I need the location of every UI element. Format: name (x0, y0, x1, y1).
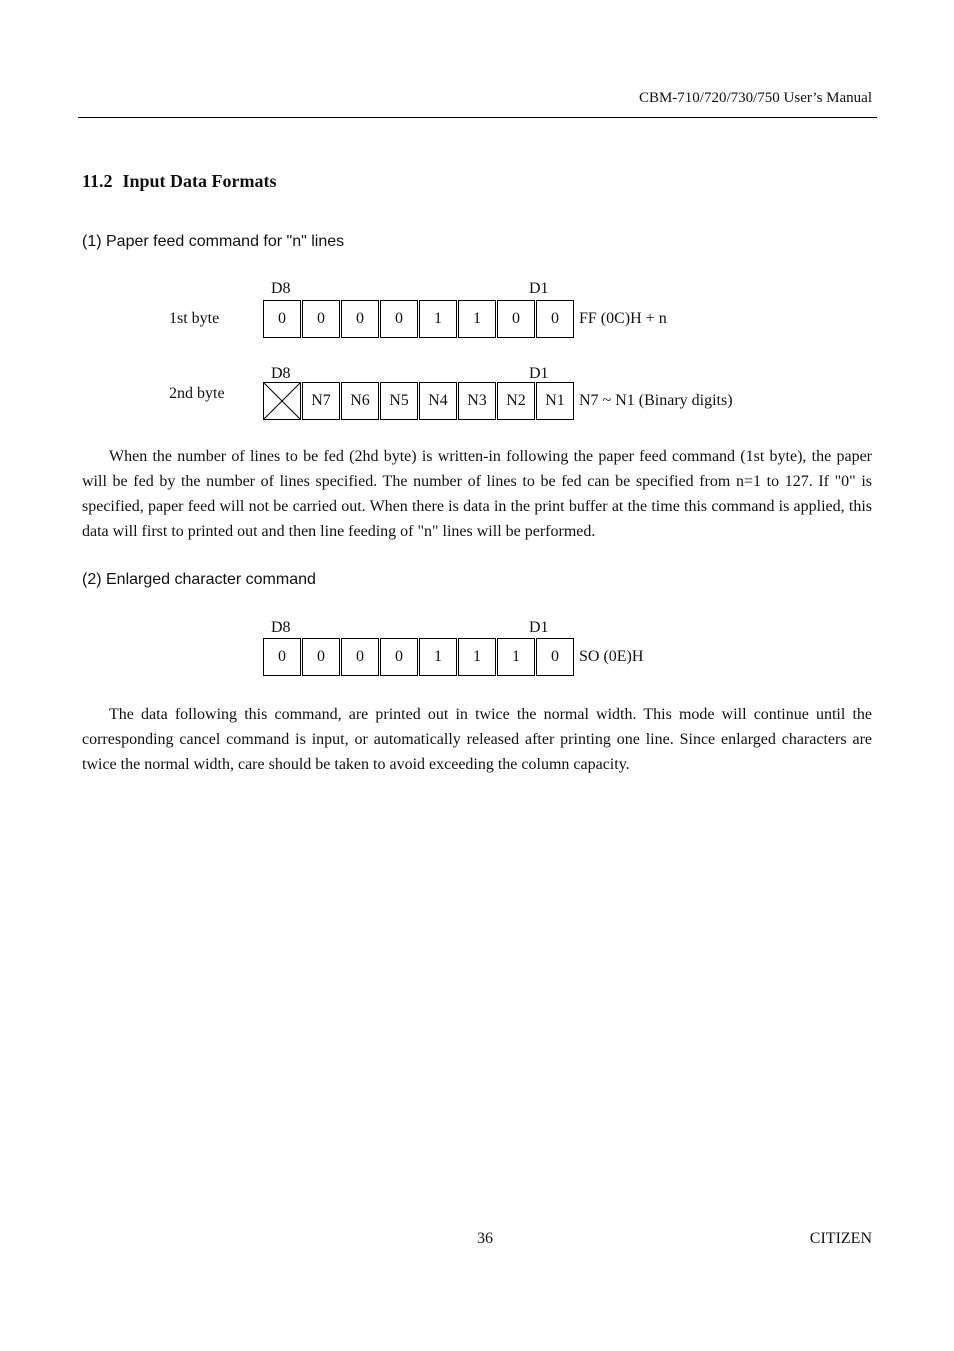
d8-label: D8 (271, 619, 291, 636)
bit-cell: 0 (263, 638, 301, 676)
second-byte-bits (263, 382, 574, 420)
d8-label: D8 (271, 365, 291, 382)
bit-cell: N4 (419, 382, 457, 420)
bit-cell: 0 (380, 300, 418, 338)
d1-label: D1 (529, 280, 549, 297)
bit-cell: 1 (419, 638, 457, 676)
cross-mark-icon (264, 383, 300, 419)
bit-cell: 0 (536, 300, 574, 338)
second-byte-description: N7 ~ N1 (Binary digits) (579, 392, 733, 409)
bit-cell: 0 (341, 300, 379, 338)
second-byte-label: 2nd byte (169, 385, 225, 402)
bit-cell: N7 (302, 382, 340, 420)
section-number: 11.2 (82, 171, 113, 191)
d8-label: D8 (271, 280, 291, 297)
bit-cell: N5 (380, 382, 418, 420)
bit-cell: 1 (458, 638, 496, 676)
bit-cell: 0 (497, 300, 535, 338)
bit-cell: 0 (263, 300, 301, 338)
enlarged-character-heading: (2) Enlarged character command (82, 571, 316, 588)
paper-feed-heading: (1) Paper feed command for "n" lines (82, 233, 345, 250)
d1-label: D1 (529, 619, 549, 636)
d1-label: D1 (529, 365, 549, 382)
bit-cell: N6 (341, 382, 379, 420)
header-divider (78, 117, 877, 118)
brand-name: CITIZEN (809, 1230, 872, 1247)
bit-cell: 1 (497, 638, 535, 676)
bit-cell: 0 (536, 638, 574, 676)
enlarged-byte-bits (263, 638, 574, 676)
enlarged-byte-description: SO (0E)H (579, 648, 644, 665)
manual-title: CBM-710/720/730/750 User’s Manual (638, 90, 872, 106)
unused-bit-cell (263, 382, 301, 420)
bit-cell: N2 (497, 382, 535, 420)
first-byte-description: FF (0C)H + n (579, 310, 667, 327)
enlarged-character-paragraph: The data following this command, are printed out in twice the normal width. This mode will continue until the corresponding cancel command is input, or automatically released after printing one line. Since enlarged characters are twice the normal width, care should be taken to avoid exceeding the column capacity. (82, 706, 872, 773)
bit-cell: 1 (419, 300, 457, 338)
section-heading (82, 171, 277, 192)
page-number: 36 (477, 1230, 493, 1247)
first-byte-bits (263, 300, 574, 338)
section-title: Input Data Formats (122, 171, 277, 191)
bit-cell: 0 (302, 638, 340, 676)
paper-feed-paragraph: When the number of lines to be fed (2hd byte) is written-in following the paper feed command (1st byte), the paper will be fed by the number of lines specified. The number of lines to be fed can be specified from n=1 to 127. If "0" is specified, paper feed will not be carried out. When there is data in the print buffer at the time this command is applied, this data will first to printed out and then line feeding of "n" lines will be performed. (82, 448, 872, 540)
bit-cell: N1 (536, 382, 574, 420)
bit-cell: 0 (380, 638, 418, 676)
bit-cell: 0 (341, 638, 379, 676)
bit-cell: N3 (458, 382, 496, 420)
bit-cell: 1 (458, 300, 496, 338)
bit-cell: 0 (302, 300, 340, 338)
first-byte-label: 1st byte (169, 310, 220, 327)
